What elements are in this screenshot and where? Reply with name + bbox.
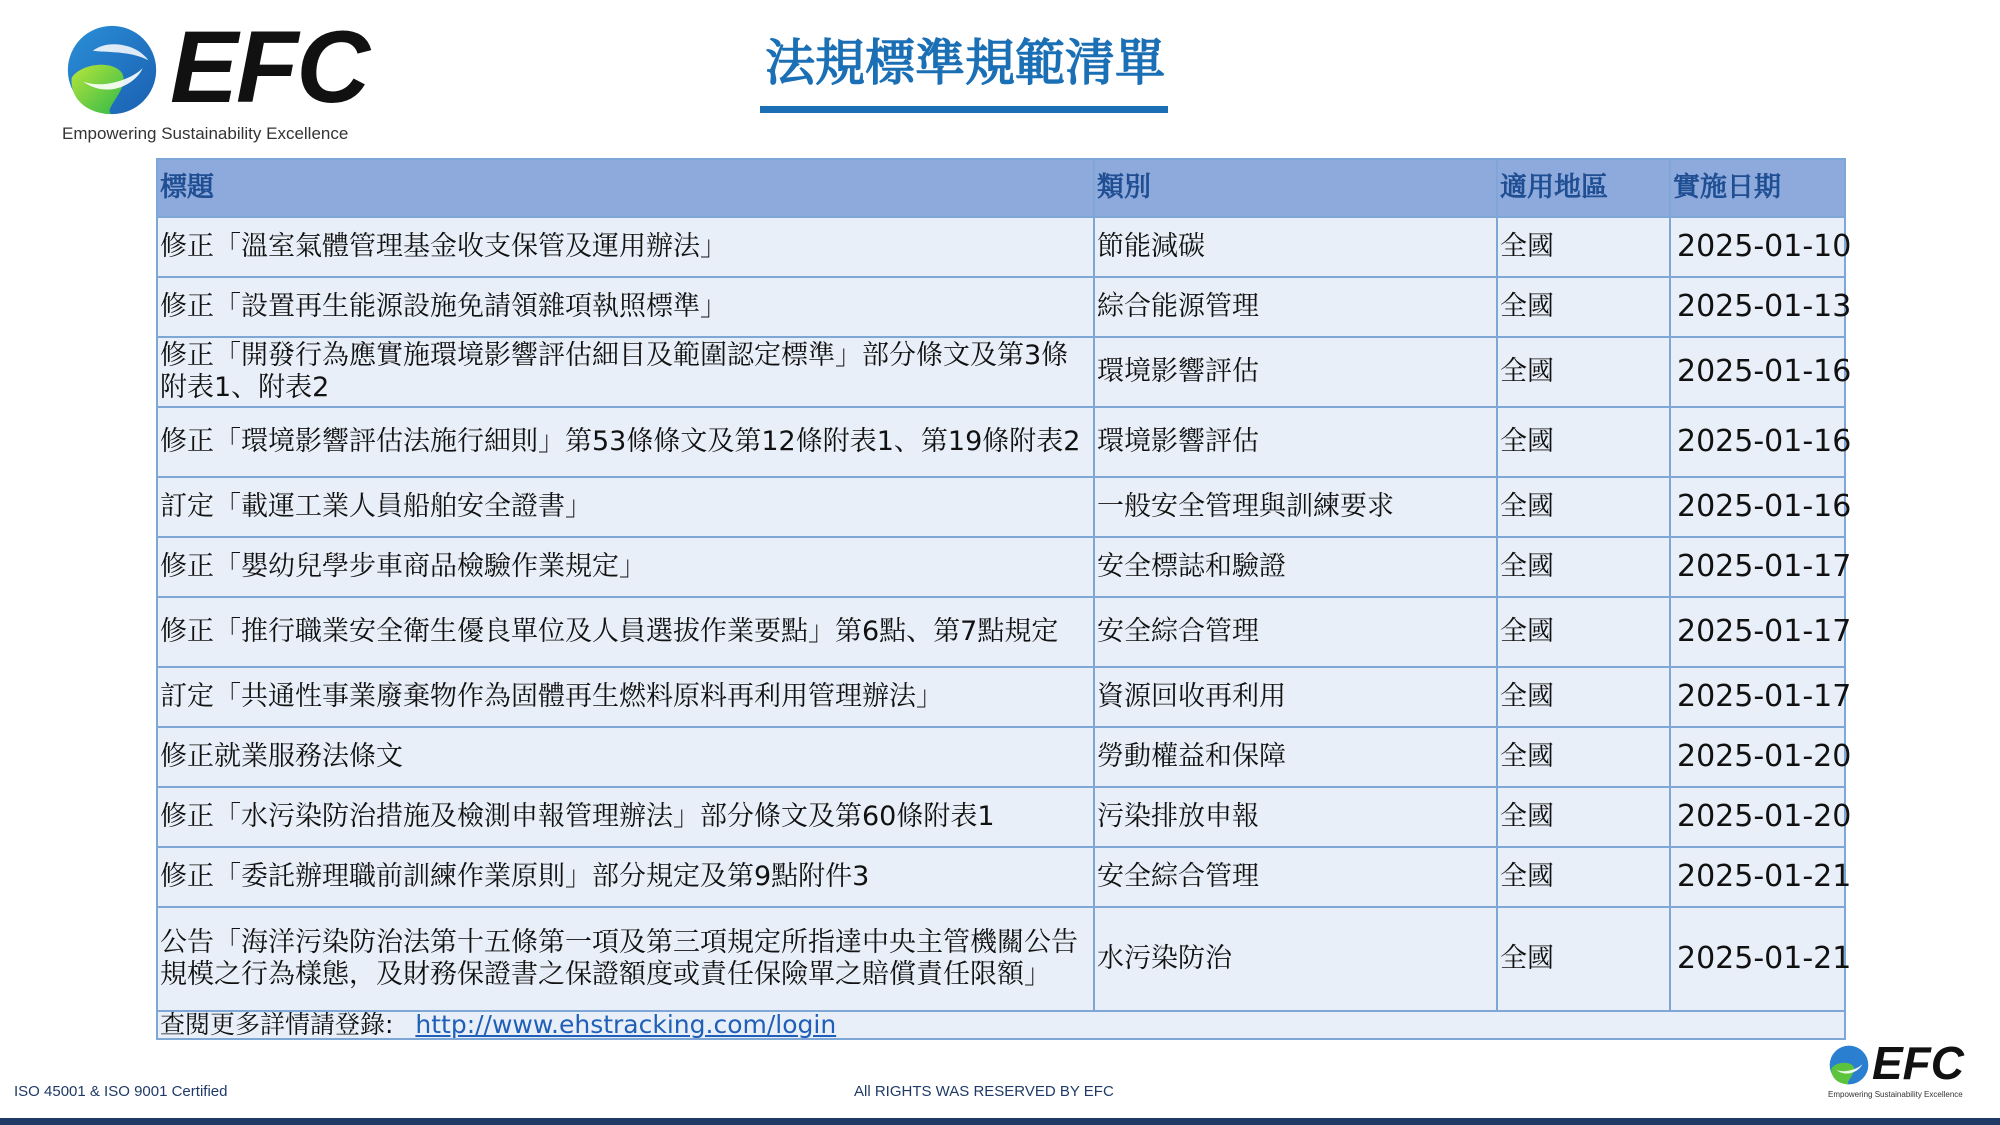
header-title: 標題 <box>157 159 1094 217</box>
more-info-cell <box>157 1011 1845 1039</box>
rights-text: All RIGHTS WAS RESERVED BY EFC <box>854 1083 1114 1100</box>
efc-swirl-logo-icon <box>64 22 160 118</box>
row-region: 全國 <box>1497 337 1670 407</box>
efc-swirl-logo-icon <box>1828 1044 1870 1086</box>
row-category: 資源回收再利用 <box>1094 667 1497 727</box>
table-row <box>157 847 1845 907</box>
row-date: 2025-01-17 <box>1670 667 1845 727</box>
row-title: 修正「設置再生能源設施免請領雜項執照標準」 <box>157 277 1094 337</box>
regulations-table <box>156 158 1852 1040</box>
footer-logo-tagline: Empowering Sustainability Excellence <box>1828 1090 1963 1099</box>
row-region: 全國 <box>1497 477 1670 537</box>
row-region: 全國 <box>1497 667 1670 727</box>
header-date: 實施日期 <box>1670 159 1845 217</box>
row-title: 訂定「共通性事業廢棄物作為固體再生燃料原料再利用管理辦法」 <box>157 667 1094 727</box>
row-title: 修正「嬰幼兒學步車商品檢驗作業規定」 <box>157 537 1094 597</box>
row-date: 2025-01-16 <box>1670 477 1845 537</box>
row-category: 一般安全管理與訓練要求 <box>1094 477 1497 537</box>
table-row <box>157 727 1845 787</box>
table-row <box>157 537 1845 597</box>
table-row <box>157 787 1845 847</box>
title-underline <box>760 106 1168 113</box>
header-category: 類別 <box>1094 159 1497 217</box>
row-region: 全國 <box>1497 787 1670 847</box>
more-info-row <box>157 1011 1845 1039</box>
header-region: 適用地區 <box>1497 159 1670 217</box>
row-date: 2025-01-21 <box>1670 847 1845 907</box>
row-category: 污染排放申報 <box>1094 787 1497 847</box>
row-date: 2025-01-17 <box>1670 597 1845 667</box>
row-region: 全國 <box>1497 537 1670 597</box>
row-title: 修正「開發行為應實施環境影響評估細目及範圍認定標準」部分條文及第3條附表1、附表2 <box>157 337 1094 407</box>
row-region: 全國 <box>1497 907 1670 1011</box>
page-title: 法規標準規範清單 <box>765 34 1165 92</box>
row-category: 安全綜合管理 <box>1094 597 1497 667</box>
row-category: 環境影響評估 <box>1094 407 1497 477</box>
row-title: 修正「溫室氣體管理基金收支保管及運用辦法」 <box>157 217 1094 277</box>
row-date: 2025-01-20 <box>1670 727 1845 787</box>
row-date: 2025-01-20 <box>1670 787 1845 847</box>
row-category: 勞動權益和保障 <box>1094 727 1497 787</box>
table-row <box>157 667 1845 727</box>
row-category: 安全標誌和驗證 <box>1094 537 1497 597</box>
row-category: 水污染防治 <box>1094 907 1497 1011</box>
row-region: 全國 <box>1497 217 1670 277</box>
row-category: 節能減碳 <box>1094 217 1497 277</box>
row-date: 2025-01-16 <box>1670 337 1845 407</box>
bottom-bar <box>0 1118 2000 1125</box>
row-category: 綜合能源管理 <box>1094 277 1497 337</box>
login-link[interactable]: http://www.ehstracking.com/login <box>415 1010 837 1039</box>
table-row <box>157 597 1845 667</box>
row-date: 2025-01-13 <box>1670 277 1845 337</box>
table-row <box>157 337 1845 407</box>
table-row <box>157 277 1845 337</box>
table-row <box>157 407 1845 477</box>
logo-tagline: Empowering Sustainability Excellence <box>62 124 349 143</box>
certification-text: ISO 45001 & ISO 9001 Certified <box>14 1083 228 1100</box>
footer-efc-logo <box>1828 1037 1988 1100</box>
row-title: 修正「委託辦理職前訓練作業原則」部分規定及第9點附件3 <box>157 847 1094 907</box>
row-region: 全國 <box>1497 727 1670 787</box>
more-info-text: 查閱更多詳情請登錄: <box>160 1010 394 1039</box>
row-title: 訂定「載運工業人員船舶安全證書」 <box>157 477 1094 537</box>
row-date: 2025-01-10 <box>1670 217 1845 277</box>
table-header-row <box>157 159 1845 217</box>
row-date: 2025-01-21 <box>1670 907 1845 1011</box>
row-region: 全國 <box>1497 597 1670 667</box>
row-region: 全國 <box>1497 407 1670 477</box>
row-title: 公告「海洋污染防治法第十五條第一項及第三項規定所指達中央主管機關公告規模之行為樣態，及財務保證書之保證額度或責任保險單之賠償責任限額」 <box>157 907 1094 1011</box>
row-title: 修正「推行職業安全衛生優良單位及人員選拔作業要點」第6點、第7點規定 <box>157 597 1094 667</box>
row-date: 2025-01-17 <box>1670 537 1845 597</box>
table-row <box>157 907 1845 1011</box>
row-category: 環境影響評估 <box>1094 337 1497 407</box>
footer-logo-wordmark: EFC <box>1872 1037 1964 1089</box>
row-category: 安全綜合管理 <box>1094 847 1497 907</box>
efc-logo <box>58 10 378 147</box>
row-region: 全國 <box>1497 847 1670 907</box>
row-title: 修正「水污染防治措施及檢測申報管理辦法」部分條文及第60條附表1 <box>157 787 1094 847</box>
table-row <box>157 217 1845 277</box>
row-region: 全國 <box>1497 277 1670 337</box>
row-title: 修正「環境影響評估法施行細則」第53條條文及第12條附表1、第19條附表2 <box>157 407 1094 477</box>
table-row <box>157 477 1845 537</box>
row-date: 2025-01-16 <box>1670 407 1845 477</box>
row-title: 修正就業服務法條文 <box>157 727 1094 787</box>
logo-wordmark: EFC <box>170 10 368 124</box>
